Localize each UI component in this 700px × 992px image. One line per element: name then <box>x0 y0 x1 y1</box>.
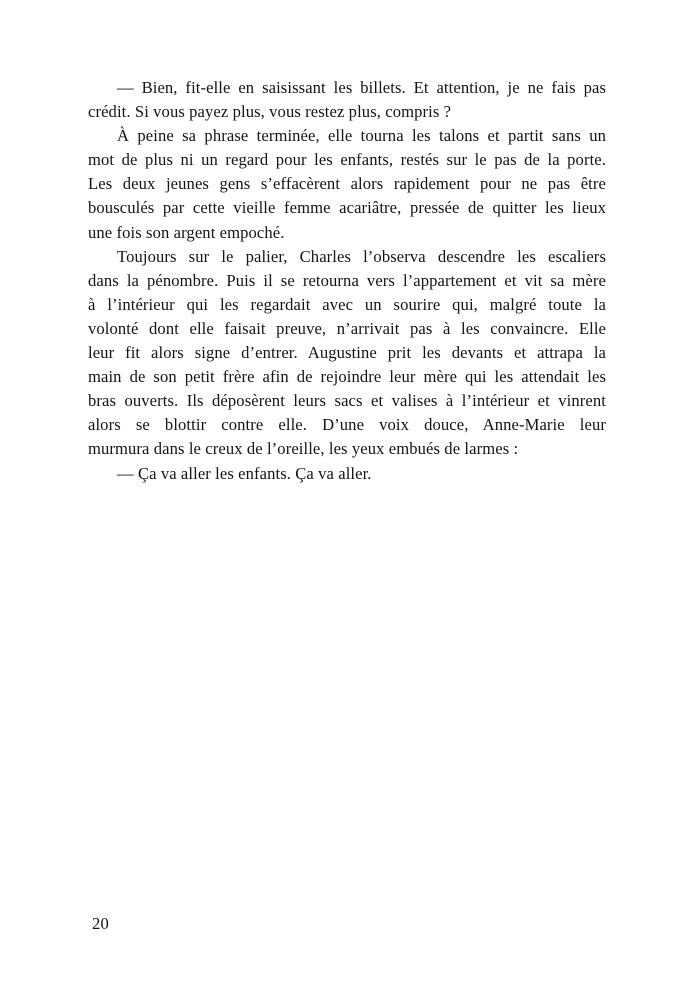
text-line: alors se blottir contre elle. D’une voix douce, Anne-Marie leur <box>88 415 606 435</box>
text-line: à l’intérieur qui les regardait avec un sourire qui, malgré toute la <box>88 294 606 314</box>
text-line: dans la pénombre. Puis il se retourna vers l’appartement et vit sa mère <box>88 270 606 290</box>
text-line: — Ça va aller les enfants. Ça va aller. <box>117 463 372 483</box>
text-line: Toujours sur le palier, Charles l’observa descendre les escaliers <box>117 246 606 266</box>
text-line: une fois son argent empoché. <box>88 222 285 242</box>
page-text <box>88 76 606 486</box>
text-line: bras ouverts. Ils déposèrent leurs sacs et valises à l’intérieur et vinrent <box>88 391 606 411</box>
text-line: crédit. Si vous payez plus, vous restez plus, compris ? <box>88 102 452 122</box>
text-line: À peine sa phrase terminée, elle tourna les talons et partit sans un <box>117 126 606 146</box>
paragraph-narration <box>88 124 606 244</box>
text-line: volonté dont elle faisait preuve, n’arrivait pas à les convaincre. Elle <box>88 318 606 338</box>
page-number: 20 <box>92 914 109 933</box>
text-line: — Bien, fit-elle en saisissant les billets. Et attention, je ne fais pas <box>117 78 606 97</box>
text-line: murmura dans le creux de l’oreille, les yeux embués de larmes : <box>88 439 519 459</box>
paragraph-narration <box>88 245 606 462</box>
paragraph-dialogue <box>88 76 606 124</box>
text-line: Les deux jeunes gens s’effacèrent alors rapidement pour ne pas être <box>88 174 606 194</box>
text-line: main de son petit frère afin de rejoindre leur mère qui les attendait les <box>88 367 606 387</box>
text-line: mot de plus ni un regard pour les enfants, restés sur le pas de la porte. <box>88 150 606 170</box>
paragraph-dialogue <box>88 462 606 486</box>
text-line: leur fit alors signe d’entrer. Augustine prit les devants et attrapa la <box>88 343 606 363</box>
text-line: bousculés par cette vieille femme acariâtre, pressée de quitter les lieux <box>88 198 606 218</box>
